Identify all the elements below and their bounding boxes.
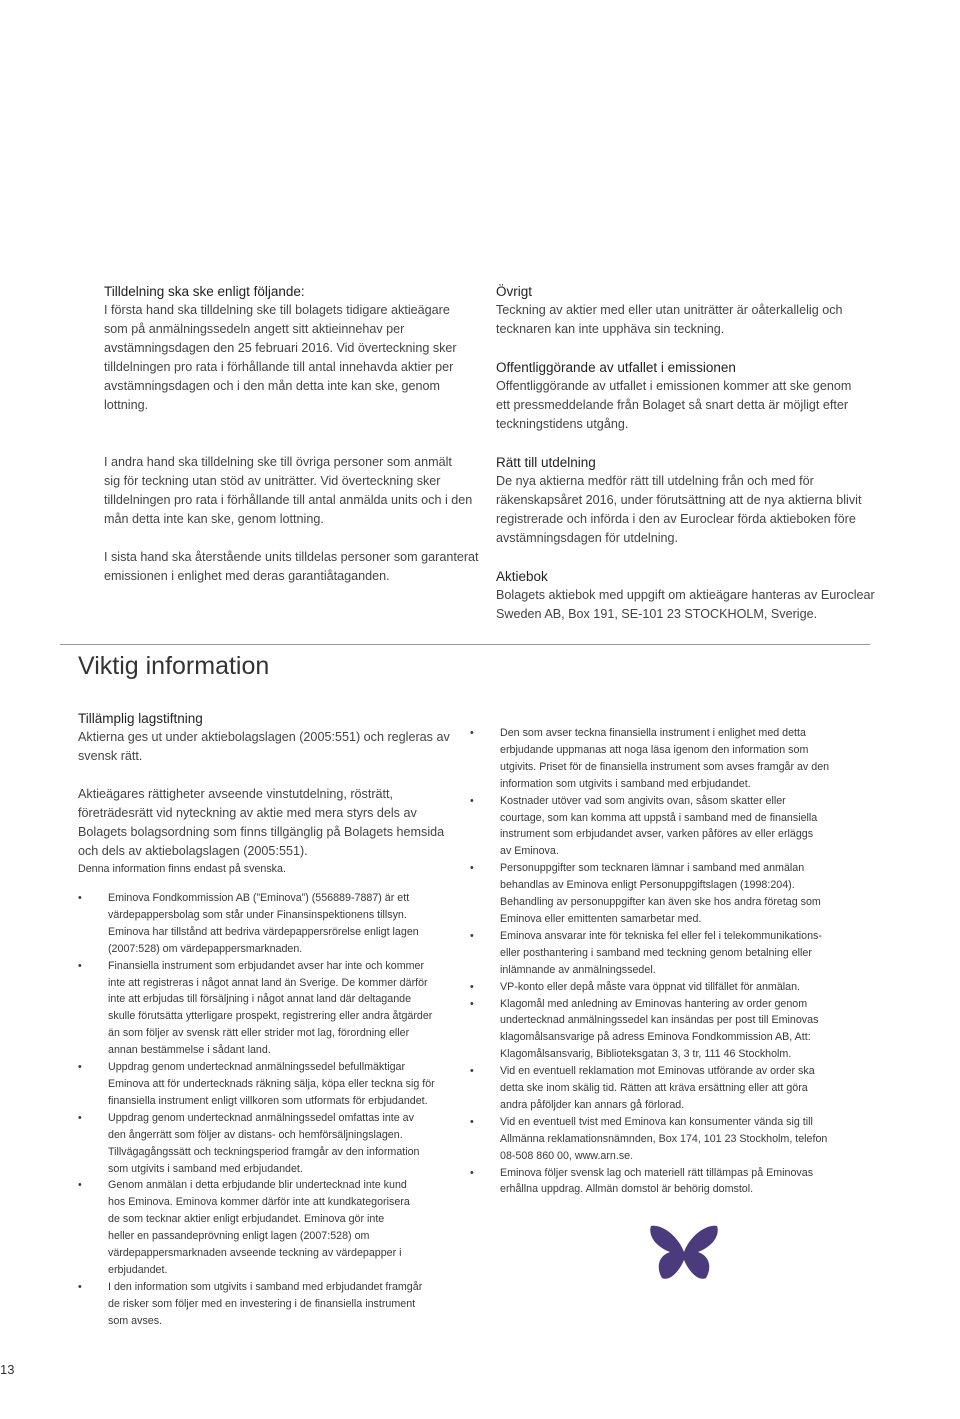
bullet-text-line: Eminova följer svensk lag och materiell rätt tillämpas på Eminovas [500,1166,814,1179]
bullet-text-line: instrument som erbjudandet avser, varken påföres av eller erläggs [500,828,814,841]
shareholder-rights-text [78,785,468,861]
text-line: emissionen i enlighet med deras garantiåtaganden. [104,569,390,583]
legislation-text [78,728,468,766]
bullet-text-line: de risker som följer med en investering i de finansiella instrument [108,1297,416,1310]
bullet-dot: • [470,997,474,1010]
bullet-text-line: inte att registreras i något annat land än Sverige. De kommer därför [108,976,428,989]
bullet-text-line: Vid en eventuell reklamation mot Eminovas utförande av order ska [500,1065,815,1078]
bullet-dot: • [78,1111,82,1124]
bullet-text-line: Eminova Fondkommission AB (”Eminova”) (556889-7887) är ett [108,892,410,904]
legislation-heading: Tillämplig lagstiftning [78,711,203,726]
text-line: tilldelningen pro rata i förhållande till antal anmälda units och i den [104,493,473,507]
bullet-text-line: Uppdrag genom undertecknad anmälningssedel befullmäktigar [108,1061,406,1074]
bullet-dot: • [470,980,474,993]
butterfly-logo [648,1222,720,1286]
bullet-dot: • [78,1179,82,1192]
bullet-item [470,1165,870,1199]
bullet-text-line: heller en passandeprövning enligt lagen (2007:528) om [108,1230,370,1243]
bullet-text-line: eller posthantering i samband med teckning genom betalning eller [500,946,812,959]
bullet-text-line: av Eminova. [500,845,559,858]
bullet-text-line: som utgivits i samband med erbjudandet. [108,1162,303,1175]
bullet-item [78,890,478,958]
bullet-dot: • [78,1280,82,1293]
bullet-text-line: skulle förutsätta ytterligare prospekt, registrering eller andra åtgärder [108,1010,433,1023]
text-line: sig för teckning utan stöd av uniträtter. Vid överteckning sker [104,474,441,488]
bullet-text-line: detta ske inom skälig tid. Rätten att kräva ersättning eller att göra [500,1082,808,1095]
bullet-text-line: VP-konto eller depå måste vara öppnat vid tillfället för anmälan. [500,980,801,993]
bullet-text-line: annan bestämmelse i sådant land. [108,1044,271,1057]
dividend-heading: Rätt till utdelning [496,455,596,470]
bullet-item [78,958,478,1059]
bullet-text-line: klagomålsansvarige på adress Eminova Fondkommission AB, Att: [500,1031,811,1044]
bullet-text-line: finansiella instrument enligt villkoren som utformats för erbjudandet. [108,1094,428,1107]
bullet-item [78,1177,478,1278]
bullet-dot: • [470,1065,474,1078]
other-section [496,282,876,624]
butterfly-icon [648,1222,720,1286]
text-line: mån detta inte kan ske, genom lottning. [104,512,324,526]
bullet-item [470,1114,870,1165]
bullet-text-line: Behandling av personuppgifter kan även ske hos andra företag som [500,896,821,909]
bullet-text-line: den ångerrätt som följer av distans- och hemförsäljningslagen. [108,1128,403,1141]
left-bullet-list [78,890,478,1330]
text-line: teckningstidens utgång. [496,417,629,431]
bullet-text-line: Eminova har tillstånd att bedriva värdepappersrörelse enligt lagen [108,925,419,938]
text-line: ett pressmeddelande från Bolaget så snart detta är möjligt efter [496,398,849,412]
allocation-para-1 [104,301,484,415]
bullet-item [470,996,870,1064]
dividend-text [496,472,876,548]
share-register-text [496,586,876,624]
bullet-text-line: erbjudande uppmanas att noga läsa igenom den information som [500,743,809,756]
allocation-para-2 [104,453,484,529]
ovrigt-text [496,301,876,339]
allocation-heading: Tilldelning ska ske enligt följande: [104,284,305,299]
bullet-dot: • [470,862,474,875]
bullet-text-line: information som utgivits i samband med erbjudandet. [500,777,751,790]
allocation-para-3 [104,548,484,586]
bullet-item [470,793,870,861]
bullet-dot: • [78,1061,82,1074]
bullet-item [78,1279,478,1330]
bullet-item [470,1063,870,1114]
text-line: räkenskapsåret 2016, under förutsättning att de nya aktierna blivit [496,493,862,507]
bullet-text-line: Kostnader utöver vad som angivits ovan, såsom skatter eller [500,794,786,807]
page-number: 13 [0,1362,15,1377]
text-line: De nya aktierna medför rätt till utdelning från och med för [496,474,814,488]
bullet-item [470,979,870,996]
bullet-text-line: behandlas av Eminova enligt Personuppgiftslagen (1998:204). [500,879,795,892]
text-line: Sweden AB, Box 191, SE-101 23 STOCKHOLM, Sverige. [496,607,818,621]
bullet-text-line: inte att erbjudas till försäljning i något annat land där deltagande [108,993,412,1006]
text-line: avstämningsdagen den 25 februari 2016. Vid överteckning sker [104,341,457,355]
bullet-text-line: Tillvägagångssätt och teckningsperiod framgår av den information [108,1145,420,1158]
bullet-dot: • [78,959,82,972]
bullet-text-line: Uppdrag genom undertecknad anmälningssedel omfattas inte av [108,1111,414,1124]
publication-heading: Offentliggörande av utfallet i emissionen [496,360,736,375]
bullet-text-line: som avses. [108,1314,163,1327]
bullet-text-line: Eminova eller emittenten samarbetar med. [500,912,702,925]
text-line: avstämningsdagen och i den mån detta inte kan ske, genom [104,379,441,393]
bullet-text-line: Eminova att för undertecknads räkning sälja, köpa eller teckna sig för [108,1077,435,1090]
text-line: tilldelningen pro rata i förhållande till antal innehavda aktier per [104,360,454,374]
bullet-text-line: Klagomål med anledning av Eminovas hantering av order genom [500,997,808,1010]
bullet-text-line: inlämnande av anmälningssedel. [500,963,656,976]
text-line: som på anmälningssedeln angett sitt aktieinnehav per [104,322,405,336]
bullet-text-line: erhållna uppdrag. Allmän domstol är behörig domstol. [500,1183,754,1196]
text-line: företrädesrätt vid nyteckning av aktie med mera styrs dels av [78,806,417,820]
bullet-text-line: Den som avser teckna finansiella instrument i enlighet med detta [500,727,806,739]
bullet-text-line: Personuppgifter som tecknaren lämnar i samband med anmälan [500,862,805,875]
bullet-item [470,860,870,928]
bullet-item [470,725,870,793]
swedish-only-note: Denna information finns endast på svenska. [78,863,286,875]
bullet-text-line: utgivits. Priset för de finansiella instrument som avses framgår av den [500,760,830,773]
section-divider [60,644,870,645]
bullet-dot: • [470,929,474,942]
bullet-item [78,1110,478,1178]
text-line: tecknaren kan inte upphäva sin teckning. [496,322,725,336]
bullet-dot: • [470,727,474,739]
bullet-item [470,928,870,979]
bullet-text-line: hos Eminova. Eminova kommer därför inte att kundkategorisera [108,1196,410,1209]
bullet-text-line: I den information som utgivits i samband med erbjudandet framgår [108,1280,423,1293]
bullet-text-line: Finansiella instrument som erbjudandet avser har inte och kommer [108,959,425,972]
text-line: Aktieägares rättigheter avseende vinstutdelning, rösträtt, [78,787,394,801]
bullet-dot: • [470,1115,474,1128]
bullet-dot: • [78,892,82,904]
bullet-text-line: Genom anmälan i detta erbjudande blir undertecknad inte kund [108,1179,407,1192]
bullet-text-line: Allmänna reklamationsnämnden, Box 174, 101 23 Stockholm, telefon [500,1132,828,1145]
ovrigt-heading: Övrigt [496,284,533,299]
text-line: Aktierna ges ut under aktiebolagslagen (2005:551) och regleras av [78,730,450,744]
share-register-heading: Aktiebok [496,569,548,584]
bullet-item [78,1059,478,1110]
bullet-text-line: undertecknad anmälningssedel kan insändas per post till Eminovas [500,1014,819,1027]
text-line: Bolagets aktiebok med uppgift om aktieägare hanteras av Euroclear [496,588,875,602]
right-bullet-list [470,725,870,1198]
bullet-text-line: värdepappersmarknaden avseende teckning av värdepapper i [108,1247,402,1260]
bullet-text-line: 08-508 860 00, www.arn.se. [500,1149,634,1162]
allocation-section [104,282,484,586]
bullet-text-line: (2007:528) om värdepappersmarknaden. [108,942,303,955]
bullet-dot: • [470,794,474,807]
text-line: I sista hand ska återstående units tilldelas personer som garanterat [104,550,479,564]
text-line: Teckning av aktier med eller utan uniträtter är oåterkallelig och [496,303,843,317]
bullet-text-line: erbjudandet. [108,1263,168,1276]
bullet-text-line: Klagomålsansvarig, Biblioteksgatan 3, 3 tr, 111 46 Stockholm. [500,1048,792,1061]
bullet-text-line: andra påföljder kan annars gå förlorad. [500,1098,685,1111]
text-line: I första hand ska tilldelning ske till bolagets tidigare aktieägare [104,303,450,317]
bullet-dot: • [470,1166,474,1179]
publication-text [496,377,876,434]
text-line: Bolagets bolagsordning som finns tillgänglig på Bolagets hemsida [78,825,445,839]
page-title: Viktig information [78,652,270,680]
legal-section [78,709,468,878]
bullet-text-line: värdepappersbolag som står under Finansinspektionens tillsyn. [108,908,407,921]
text-line: Offentliggörande av utfallet i emissionen kommer att ske genom [496,379,852,393]
bullet-text-line: courtage, som kan komma att uppstå i samband med de finansiella [500,811,818,824]
bullet-text-line: Eminova ansvarar inte för tekniska fel eller fel i telekommunikations- [500,929,822,942]
bullet-text-line: Vid en eventuell tvist med Eminova kan konsumenter vända sig till [500,1115,813,1128]
text-line: svensk rätt. [78,749,143,763]
text-line: lottning. [104,398,149,412]
text-line: avstämningsdagen för utdelning. [496,531,679,545]
text-line: registrerade och införda i den av Euroclear förda aktieboken före [496,512,856,526]
bullet-text-line: än som följer av svensk rätt eller strider mot lag, förordning eller [108,1027,410,1040]
text-line: I andra hand ska tilldelning ske till övriga personer som anmält [104,455,452,469]
text-line: och dels av aktiebolagslagen (2005:551). [78,844,308,858]
bullet-text-line: de som tecknar aktier enligt erbjudandet. Eminova gör inte [108,1213,385,1226]
